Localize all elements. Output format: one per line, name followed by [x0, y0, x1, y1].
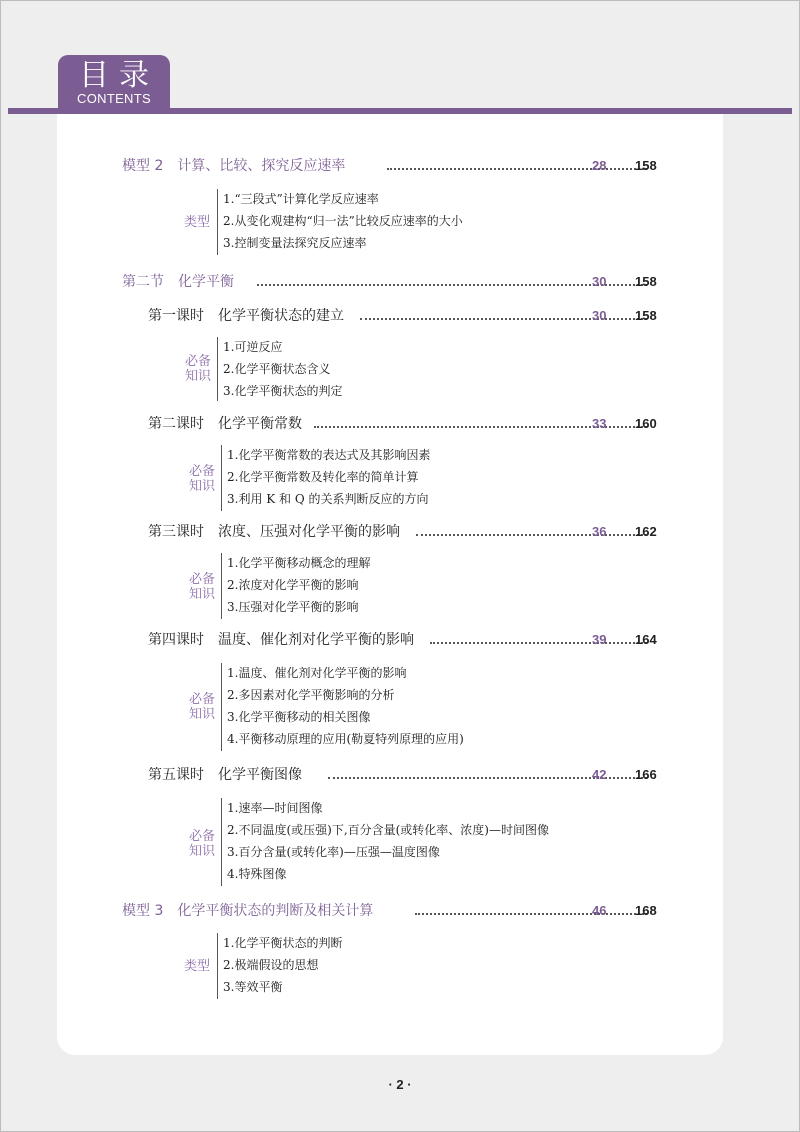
list-item: 2.极端假设的思想 [223, 958, 319, 972]
contents-title-tab [58, 55, 170, 110]
leader-dots [430, 642, 647, 644]
toc-entry-lesson-5[interactable] [148, 764, 747, 786]
list-item: 2.化学平衡状态含义 [223, 362, 331, 376]
type-tag: 类型 [183, 959, 210, 974]
list-item: 2.从变化观建构“归一法”比较反应速率的大小 [223, 214, 463, 228]
list-item: 3.化学平衡状态的判定 [223, 384, 343, 398]
items-bracket [221, 445, 222, 511]
toc-entry-page: 166 [635, 767, 657, 782]
leader-dots [387, 168, 647, 170]
toc-entry-section-2[interactable] [122, 271, 747, 293]
list-item: 3.压强对化学平衡的影响 [227, 600, 359, 614]
toc-entry-model-2[interactable] [122, 155, 747, 177]
items-bracket [221, 553, 222, 619]
toc-entry-label: 模型 2 计算、比较、探究反应速率 [122, 158, 346, 174]
items-bracket [221, 663, 222, 751]
list-item: 1.速率—时间图像 [227, 801, 323, 815]
list-item: 2.浓度对化学平衡的影响 [227, 578, 359, 592]
page-subtitle: CONTENTS [77, 91, 151, 106]
list-item: 1.“三段式”计算化学反应速率 [223, 192, 379, 206]
toc-entry-label: 第二课时 化学平衡常数 [148, 416, 302, 432]
toc-entry-label: 第五课时 化学平衡图像 [148, 767, 302, 783]
list-item: 3.化学平衡移动的相关图像 [227, 710, 371, 724]
list-item: 4.特殊图像 [227, 867, 287, 881]
toc-entry-label: 第三课时 浓度、压强对化学平衡的影响 [148, 524, 400, 540]
list-item: 1.化学平衡移动概念的理解 [227, 556, 371, 570]
items-bracket [217, 189, 218, 255]
leader-dots [257, 284, 647, 286]
toc-entry-label: 第四课时 温度、催化剂对化学平衡的影响 [148, 632, 414, 648]
list-item: 3.百分含量(或转化率)—压强—温度图像 [227, 845, 440, 859]
list-item: 2.化学平衡常数及转化率的简单计算 [227, 470, 419, 484]
toc-entry-lesson-2[interactable] [148, 413, 747, 435]
required-knowledge-tag: 必备知识 [184, 354, 211, 384]
list-item: 4.平衡移动原理的应用(勒夏特列原理的应用) [227, 732, 464, 746]
toc-entry-model-3[interactable] [122, 900, 747, 922]
toc-entry-lesson-4[interactable] [148, 629, 747, 651]
required-knowledge-tag: 必备知识 [188, 464, 215, 494]
toc-entry-page: 162 [635, 524, 657, 539]
page-number: · 2 · [388, 1077, 412, 1092]
type-tag: 类型 [183, 215, 210, 230]
items-bracket [217, 933, 218, 999]
toc-entry-number: 39 [592, 632, 607, 647]
toc-entry-page: 168 [635, 903, 657, 918]
toc-entry-page: 160 [635, 416, 657, 431]
toc-entry-lesson-1[interactable] [148, 305, 747, 327]
toc-entry-label: 模型 3 化学平衡状态的判断及相关计算 [122, 903, 374, 919]
required-knowledge-tag: 必备知识 [188, 572, 215, 602]
page-title: 目录 [79, 58, 159, 93]
list-item: 3.控制变量法探究反应速率 [223, 236, 367, 250]
required-knowledge-tag: 必备知识 [188, 692, 215, 722]
toc-entry-number: 28 [592, 158, 607, 173]
toc-entry-number: 33 [592, 416, 607, 431]
toc-panel [57, 114, 723, 1055]
toc-entry-label: 第一课时 化学平衡状态的建立 [148, 308, 344, 324]
toc-entry-number: 36 [592, 524, 607, 539]
leader-dots [416, 534, 647, 536]
list-item: 2.多因素对化学平衡影响的分析 [227, 688, 395, 702]
toc-entry-page: 158 [635, 158, 657, 173]
list-item: 2.不同温度(或压强)下,百分含量(或转化率、浓度)—时间图像 [227, 823, 549, 837]
toc-entry-page: 158 [635, 308, 657, 323]
toc-entry-lesson-3[interactable] [148, 521, 747, 543]
required-knowledge-tag: 必备知识 [188, 829, 215, 859]
toc-entry-label: 第二节 化学平衡 [122, 274, 234, 290]
list-item: 3.等效平衡 [223, 980, 283, 994]
list-item: 1.可逆反应 [223, 340, 283, 354]
toc-entry-number: 42 [592, 767, 607, 782]
list-item: 1.温度、催化剂对化学平衡的影响 [227, 666, 407, 680]
items-bracket [217, 337, 218, 401]
list-item: 3.利用 K 和 Q 的关系判断反应的方向 [227, 492, 429, 506]
toc-entry-number: 30 [592, 308, 607, 323]
list-item: 1.化学平衡状态的判断 [223, 936, 343, 950]
toc-entry-page: 158 [635, 274, 657, 289]
toc-entry-number: 46 [592, 903, 607, 918]
toc-entry-page: 164 [635, 632, 657, 647]
toc-entry-number: 30 [592, 274, 607, 289]
leader-dots [415, 913, 647, 915]
items-bracket [221, 798, 222, 886]
list-item: 1.化学平衡常数的表达式及其影响因素 [227, 448, 431, 462]
